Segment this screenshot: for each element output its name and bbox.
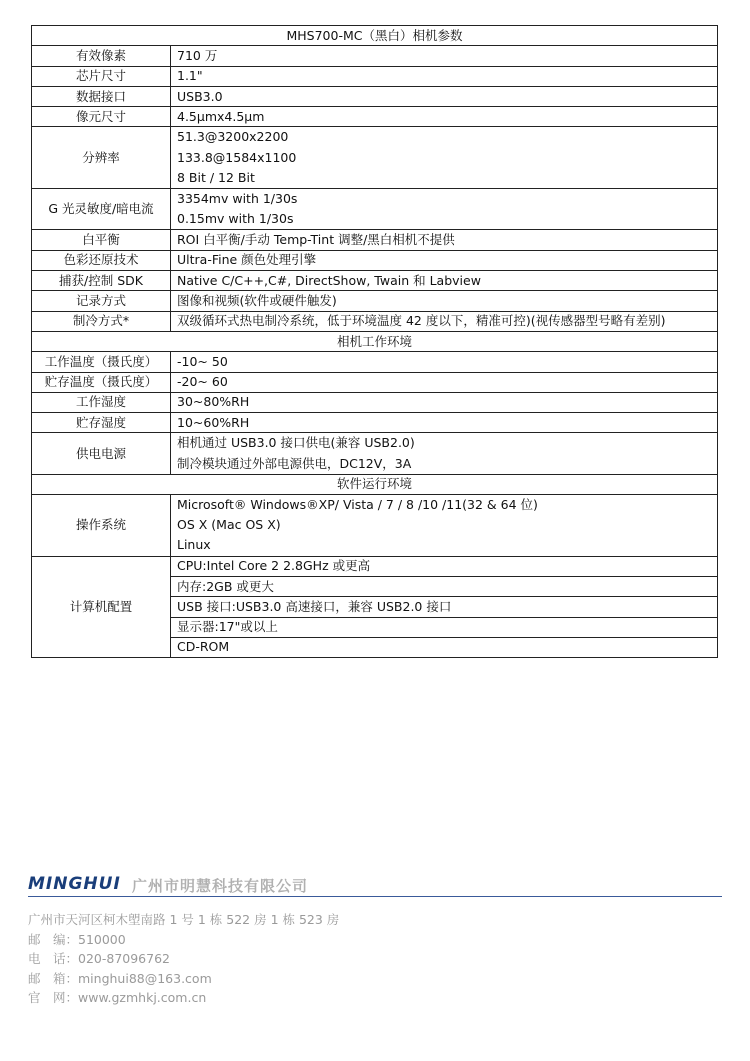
param-label: G 光灵敏度/暗电流: [32, 189, 171, 230]
param-label: 操作系统: [32, 495, 171, 557]
table-row: [32, 271, 718, 291]
address: 广州市天河区柯木塱南路 1 号 1 栋 522 房 1 栋 523 房: [28, 912, 340, 927]
table-title: MHS700-MC（黑白）相机参数: [32, 26, 718, 46]
table-row: [32, 433, 718, 474]
param-label: 供电电源: [32, 433, 171, 474]
param-label: 数据接口: [32, 86, 171, 106]
param-value: -10~ 50: [171, 352, 718, 372]
section-row: [32, 26, 718, 46]
param-value: 710 万: [171, 46, 718, 66]
section-row: [32, 331, 718, 351]
param-value: 双级循环式热电制冷系统，低于环境温度 42 度以下，精准可控)(视传感器型号略有差别): [171, 311, 718, 331]
table-row: [32, 352, 718, 372]
table-row: [32, 127, 718, 189]
table-row: [32, 86, 718, 106]
table-row: [32, 495, 718, 557]
param-value: -20~ 60: [171, 372, 718, 392]
param-value-line: 133.8@1584x1100: [177, 149, 297, 165]
section-row: [32, 474, 718, 494]
param-value: ROI 白平衡/手动 Temp-Tint 调整/黑白相机不提供: [171, 230, 718, 250]
email-link[interactable]: 邮 箱：minghui88@163.com: [28, 970, 212, 986]
table-row: [32, 291, 718, 311]
table-row: [32, 372, 718, 392]
param-label: 捕获/控制 SDK: [32, 271, 171, 291]
param-value-line: 8 Bit / 12 Bit: [177, 169, 255, 185]
table-row: [32, 46, 718, 66]
param-value-multiline: [171, 127, 718, 189]
param-value-line: OS X (Mac OS X): [177, 517, 281, 533]
param-value: Ultra-Fine 颜色处理引擎: [171, 250, 718, 270]
section-title-env: 相机工作环境: [32, 331, 718, 351]
param-value: CD-ROM: [171, 637, 718, 657]
param-value-line: 相机通过 USB3.0 接口供电(兼容 USB2.0): [177, 435, 415, 451]
param-value-line: 制冷模块通过外部电源供电，DC12V，3A: [177, 455, 412, 471]
table-row: [32, 311, 718, 331]
phone: 电 话：020-87096762: [28, 951, 170, 967]
param-value: 10~60%RH: [171, 413, 718, 433]
param-label: 有效像素: [32, 46, 171, 66]
section-title-sw: 软件运行环境: [32, 474, 718, 494]
param-label: 工作湿度: [32, 392, 171, 412]
param-label: 白平衡: [32, 230, 171, 250]
param-label: 色彩还原技术: [32, 250, 171, 270]
param-label: 芯片尺寸: [32, 66, 171, 86]
param-value: 30~80%RH: [171, 392, 718, 412]
param-value: 显示器:17"或以上: [171, 617, 718, 637]
param-value-line: Linux: [177, 537, 211, 553]
param-value: 1.1": [171, 66, 718, 86]
contact-info: [28, 910, 339, 1008]
param-value: CPU:Intel Core 2 2.8GHz 或更高: [171, 556, 718, 576]
param-value-line: Microsoft® Windows®XP/ Vista / 7 / 8 /10 /11(32 & 64 位): [177, 497, 538, 513]
spec-table: [31, 25, 718, 658]
table-row: [32, 556, 718, 576]
param-label: 工作温度（摄氏度）: [32, 352, 171, 372]
param-value: 图像和视频(软件或硬件触发): [171, 291, 718, 311]
footer-divider: [28, 896, 722, 897]
company-name: 广州市明慧科技有限公司: [132, 877, 309, 895]
param-value-multiline: [171, 495, 718, 557]
param-value-multiline: [171, 189, 718, 230]
param-value-line: 51.3@3200x2200: [177, 129, 289, 145]
postcode: 邮 编：510000: [28, 931, 126, 947]
table-row: [32, 66, 718, 86]
table-row: [32, 250, 718, 270]
table-row: [32, 230, 718, 250]
website-link[interactable]: 官 网：www.gzmhkj.com.cn: [28, 990, 207, 1006]
table-row: [32, 413, 718, 433]
param-value-line: 0.15mv with 1/30s: [177, 211, 294, 227]
param-label: 像元尺寸: [32, 107, 171, 127]
table-row: [32, 189, 718, 230]
brand-logo: MINGHUI: [28, 874, 121, 894]
param-value: Native C/C++,C#, DirectShow, Twain 和 Labview: [171, 271, 718, 291]
param-value-line: 3354mv with 1/30s: [177, 191, 298, 207]
param-value: 4.5μmx4.5μm: [171, 107, 718, 127]
param-label: 分辨率: [32, 127, 171, 189]
param-value: USB3.0: [171, 86, 718, 106]
table-row: [32, 107, 718, 127]
footer: [28, 872, 722, 1006]
param-label: 贮存湿度: [32, 413, 171, 433]
param-value: 内存:2GB 或更大: [171, 576, 718, 596]
table-row: [32, 392, 718, 412]
param-label: 计算机配置: [32, 556, 171, 657]
param-label: 制冷方式*: [32, 311, 171, 331]
param-value-multiline: [171, 433, 718, 474]
param-label: 记录方式: [32, 291, 171, 311]
param-value: USB 接口:USB3.0 高速接口，兼容 USB2.0 接口: [171, 597, 718, 617]
param-label: 贮存温度（摄氏度）: [32, 372, 171, 392]
